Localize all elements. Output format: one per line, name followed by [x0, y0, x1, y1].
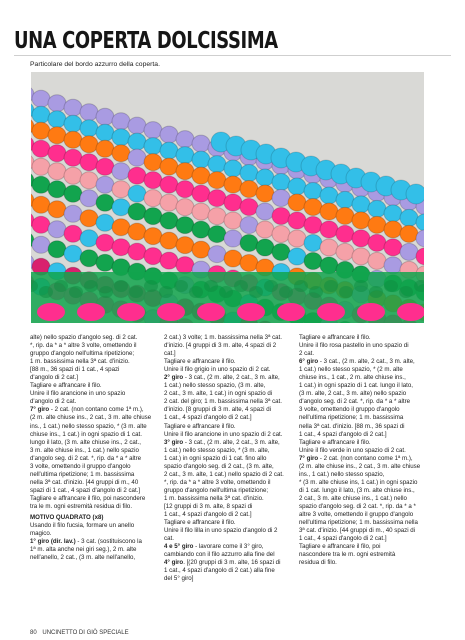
instruction-line: cambiando con il filo azzurro alla fine del [164, 551, 275, 559]
magazine-name: UNCINETTO DI GIÒ SPECIALE [42, 630, 129, 636]
stitch-cluster [112, 199, 130, 216]
stitch-cluster [80, 210, 98, 227]
instruction-line: tra le m. ogni estremità residua di filo. [30, 502, 133, 510]
green-stitch [264, 280, 278, 292]
instruction-line: 7° giro - 2 cat. (non contano come 1ª m.), [299, 454, 413, 462]
instruction-line: 4° giro. [(20 gruppi di 3 m. alte, 16 spazi di [164, 559, 281, 567]
instruction-line: alte) nello spazio d'angolo seg. di 2 cat. [30, 334, 138, 341]
stitch-cluster [64, 167, 82, 184]
stitch-cluster [336, 207, 354, 224]
stitch-cluster [192, 151, 210, 168]
stitch-cluster [208, 226, 226, 243]
instruction-line: 3 m. alte chiuse ins., 1 cat.) nello spazio [30, 446, 139, 454]
stitch-cluster [160, 176, 178, 193]
instruction-line: 3 volte, omettendo il gruppo d'angolo [299, 406, 400, 414]
instruction-line: * (3 m. alte chiuse ins, 1 cat.) in ogni spazio [299, 478, 418, 486]
article-title: UNA COPERTA DOLCISSIMA [14, 28, 278, 54]
stitch-cluster [144, 190, 162, 207]
stitch-cluster [160, 142, 178, 159]
stitch-cluster [192, 185, 210, 202]
stitch-cluster [80, 250, 98, 267]
stitch-cluster [48, 163, 66, 180]
instruction-line: 1° giro (dir. lav.) - 3 cat. (sostituiscono la [30, 538, 142, 546]
stitch-cluster [144, 248, 162, 265]
green-stitch [324, 280, 338, 292]
stitch-cluster [128, 133, 146, 150]
green-stitch [219, 286, 233, 298]
stitch-cluster [64, 99, 82, 116]
stitch-cluster [192, 135, 210, 152]
stitch-cluster [384, 239, 402, 256]
instruction-line: 7° giro - 2 cat. (non contano come 1ª m.), [30, 406, 144, 414]
stitch-cluster [288, 178, 306, 195]
stitch-cluster [400, 225, 418, 242]
stitch-cluster [320, 203, 338, 220]
instruction-line: 3 volte, omettendo il gruppo d'angolo [30, 462, 131, 470]
instruction-line: nell'ultima ripetizione; 1 m. bassissima [30, 470, 135, 478]
instruction-line: Tagliare e affrancare il filo. [164, 358, 236, 366]
text-column-3 [299, 334, 423, 567]
instruction-line: *, rip. da * a * altre 3 volte, omettendo il [30, 342, 137, 350]
text-column-1 [30, 334, 154, 562]
stitch-cluster [368, 234, 386, 251]
stitch-cluster [208, 190, 226, 207]
stitch-cluster [320, 221, 338, 238]
instruction-line: *, rip. da * a * altre 3 volte, omettendo il [164, 478, 271, 486]
stitch-cluster [96, 108, 114, 125]
green-stitch [339, 286, 353, 298]
instruction-line: d'angolo di 2 cat.] [30, 374, 78, 382]
instruction-line: 1 cat.) nello stesso spazio, * (3 m. alte, [164, 446, 270, 454]
instruction-line: [12 gruppi di 3 m. alte, 8 spazi di [164, 502, 253, 510]
stitch-cluster [112, 129, 130, 146]
stitch-cluster [256, 169, 274, 186]
stitch-cluster [224, 250, 242, 267]
stitch-cluster [208, 156, 226, 173]
stitch-cluster [96, 140, 114, 157]
stitch-cluster [32, 196, 50, 213]
pink-stitch [237, 303, 265, 321]
stitch-cluster [96, 158, 114, 175]
stitch-cluster [320, 187, 338, 204]
instruction-line: spazi di 1 cat., 4 spazi d'angolo di 2 cat.] [30, 486, 141, 494]
stitch-cluster [112, 163, 130, 180]
instruction-line: 6° giro - 3 cat., (2 m. alte, 2 cat., 3 m. alte, [299, 358, 415, 366]
stitch-cluster [80, 136, 98, 153]
stitch-cluster [368, 216, 386, 233]
stitch-cluster [64, 115, 82, 132]
stitch-cluster [160, 252, 178, 269]
stitch-cluster [96, 124, 114, 141]
stitch-cluster [384, 257, 402, 274]
stitch-cluster [48, 241, 66, 258]
green-stitch [129, 286, 143, 298]
instruction-line: spazio d'angolo seg. di 2 cat., (3 m. alte, [164, 462, 274, 470]
stitch-cluster [304, 216, 322, 233]
stitch-cluster [304, 252, 322, 269]
stitch-cluster [208, 246, 226, 263]
green-stitch [204, 280, 218, 292]
instruction-line: Tagliare e affrancare il filo. [164, 519, 236, 527]
instruction-line: Unire il filo grigio in uno spazio di 2 cat. [164, 366, 271, 374]
instruction-line: magico. [30, 530, 52, 538]
stitch-cluster [288, 230, 306, 247]
stitch-cluster [176, 131, 194, 148]
instruction-line: Unire il filo verde in uno spazio di 2 cat. [299, 446, 406, 454]
green-stitch [159, 286, 173, 298]
green-stitch [99, 286, 113, 298]
stitch-cluster [400, 209, 418, 226]
stitch-cluster [160, 158, 178, 175]
instruction-line: d'angolo seg. di 2 cat. *, rip. da * a * altre [299, 398, 411, 406]
title-divider [14, 55, 451, 56]
stitch-cluster [144, 154, 162, 171]
stitch-cluster [80, 172, 98, 189]
stitch-cluster [128, 185, 146, 202]
stitch-cluster [64, 149, 82, 166]
instruction-line: Tagliare e affrancare il filo, poi [299, 543, 381, 551]
stitch-cluster [176, 237, 194, 254]
instruction-line: di 1 cat. lungo il lato, (3 m. alte chiuse ins., [299, 486, 415, 494]
stitch-cluster [64, 205, 82, 222]
instruction-line: 2 cat. del giro; 1 m. bassissima nella 3ª cat. [164, 398, 282, 406]
instruction-line: nell'ultima ripetizione; 1 m. bassissima nella [299, 519, 418, 527]
stitch-cluster [256, 239, 274, 256]
stitch-cluster [336, 191, 354, 208]
pink-stitch [317, 303, 345, 321]
instruction-line: (3 m. alte, 2 cat., 3 m. alte) nello spazio [299, 390, 407, 398]
instruction-line: 1 cat., 4 spazi d'angolo di 2 cat.] [164, 414, 252, 422]
stitch-cluster [64, 245, 82, 262]
stitch-cluster [304, 234, 322, 251]
stitch-cluster [224, 176, 242, 193]
stitch-cluster [32, 140, 50, 157]
stitch-cluster [336, 225, 354, 242]
green-stitch [369, 286, 383, 298]
stitch-cluster [48, 145, 66, 162]
instruction-line: gruppo d'angolo nell'ultima ripetizione; [164, 486, 269, 494]
instruction-line: nella 3ª cat. d'inizio. [88 m., 36 spazi di [299, 422, 405, 430]
instruction-line: 1 m. bassissima nella 3ª cat. d'inizio. [164, 494, 264, 502]
page-footer [30, 630, 129, 636]
stitch-cluster [96, 254, 114, 271]
stitch-cluster [304, 182, 322, 199]
instruction-line: 1 cat., 4 spazi d'angolo di 2 cat.] [299, 430, 387, 438]
stitch-cluster [48, 221, 66, 238]
stitch-cluster [208, 172, 226, 189]
stitch-cluster [352, 248, 370, 265]
stitch-cluster [96, 214, 114, 231]
pink-stitch [397, 303, 424, 321]
stitch-cluster [272, 244, 290, 261]
instruction-line: 1 m. bassissima nella 3ª cat. d'inizio. [30, 358, 130, 366]
green-stitch [174, 280, 188, 292]
stitch-cluster [352, 212, 370, 229]
stitch-cluster [32, 216, 50, 233]
stitch-cluster [368, 200, 386, 217]
stitch-cluster [224, 230, 242, 247]
stitch-cluster [80, 230, 98, 247]
stitch-cluster [128, 117, 146, 134]
stitch-cluster [272, 226, 290, 243]
instruction-line: 1 cat.) in ogni spazio di 1 cat. lungo il lato, [299, 382, 414, 390]
instruction-line: (2 m. alte chiuse ins., 2 cat., 3 m. alte chiuse [30, 414, 152, 422]
stitch-cluster [192, 221, 210, 238]
green-stitch [114, 280, 128, 292]
instruction-line: Tagliare e affrancare il filo. [299, 438, 371, 446]
instruction-line: 2 cat., 3 m. alte, 1 cat.) nello spazio di 2 cat. [164, 470, 284, 478]
instruction-line: 2 cat., 3 m. alte chiuse ins., 1 cat.) nello [299, 494, 407, 502]
instruction-line: 1 cat., 4 spazi d'angolo di 2 cat.) alla fine [164, 567, 275, 575]
instruction-line: Unire il filo rosa pastello in uno spazio di [299, 342, 409, 350]
pink-stitch [77, 303, 105, 321]
stitch-cluster [288, 248, 306, 265]
stitch-cluster [240, 199, 258, 216]
instruction-line: 2 cat.) 3 volte; 1 m. bassissima nella 3ª cat. [164, 334, 282, 341]
green-stitch [189, 286, 203, 298]
stitch-cluster [144, 208, 162, 225]
stitch-cluster [112, 219, 130, 236]
stitch-cluster [48, 181, 66, 198]
stitch-cluster [272, 190, 290, 207]
instruction-line: (2 m. alte chiuse ins., 2 cat., 3 m. alte chiuse [299, 462, 421, 470]
stitch-cluster [32, 176, 50, 193]
instruction-line: Tagliare e affrancare il filo. [164, 422, 236, 430]
stitch-cluster [176, 199, 194, 216]
stitch-cluster [256, 203, 274, 220]
instruction-line: 3ª cat. d'inizio. [44 gruppi di m., 40 spazi di [299, 527, 416, 535]
instruction-line: 1 cat., 4 spazi d'angolo di 2 cat.] [299, 535, 387, 543]
instruction-line: Tagliare e affrancare il filo, poi nascondere [30, 494, 146, 502]
instruction-line: altre 3 volte, omettendo il gruppo d'angolo [299, 511, 414, 519]
green-stitch [384, 280, 398, 292]
stitch-cluster [48, 111, 66, 128]
stitch-cluster [304, 198, 322, 215]
green-stitch [309, 286, 323, 298]
instruction-line: 1 cat.) in ogni spazio di 1 cat. fino allo [164, 454, 267, 462]
stitch-cluster [80, 120, 98, 137]
instruction-line: nell'ultima ripetizione; 1 m. bassissima [299, 414, 404, 422]
border-scallop [406, 184, 424, 204]
stitch-cluster [240, 217, 258, 234]
instruction-line: 1ª m. alta anche nei giri seg.), 2 m. alte [30, 546, 137, 554]
green-stitch [39, 286, 53, 298]
stitch-cluster [64, 131, 82, 148]
instruction-line: d'angolo seg. di 2 cat. *, rip. da * a * altre [30, 454, 142, 462]
stitch-cluster [32, 236, 50, 253]
instruction-line: Tagliare e affrancare il filo. [299, 334, 371, 341]
instruction-line: Unire il filo arancione in uno spazio [30, 390, 126, 398]
stitch-cluster [80, 190, 98, 207]
stitch-cluster [160, 126, 178, 143]
stitch-cluster [384, 205, 402, 222]
stitch-cluster [240, 165, 258, 182]
instruction-line: [88 m., 36 spazi di 1 cat., 4 spazi [30, 366, 120, 374]
stitch-cluster [32, 90, 50, 107]
instruction-line: Unire il filo arancione in uno spazio di 2 cat. [164, 430, 283, 438]
pink-stitch [37, 303, 65, 321]
stitch-cluster [112, 113, 130, 130]
instruction-line: 1 cat., 4 spazi d'angolo di 2 cat.] [164, 511, 252, 519]
stitch-cluster [368, 252, 386, 269]
stitch-cluster [192, 167, 210, 184]
stitch-cluster [128, 167, 146, 184]
stitch-cluster [240, 255, 258, 272]
instruction-line: chiuse ins., 1 cat., 2 m. alte chiuse ins., [299, 374, 406, 382]
pink-stitch [197, 303, 225, 321]
stitch-cluster [96, 176, 114, 193]
stitch-cluster [272, 208, 290, 225]
stitch-cluster [144, 122, 162, 139]
stitch-cluster [48, 127, 66, 144]
instruction-line: d'angolo di 2 cat. [30, 398, 77, 406]
instruction-line: spazio d'angolo seg. di 2 cat. *, rip. da * a * [299, 502, 416, 510]
stitch-cluster [160, 194, 178, 211]
green-stitch [144, 280, 158, 292]
green-stitch [234, 280, 248, 292]
stitch-cluster [32, 106, 50, 123]
instruction-line: nell'anello, 2 cat., (3 m. alte nell'anello, [30, 554, 136, 562]
stitch-cluster [80, 104, 98, 121]
stitch-cluster [176, 163, 194, 180]
stitch-cluster [176, 217, 194, 234]
stitch-cluster [112, 145, 130, 162]
stitch-cluster [144, 138, 162, 155]
stitch-cluster [224, 194, 242, 211]
page-number: 80 [30, 630, 37, 636]
green-stitch [84, 280, 98, 292]
stitch-cluster [272, 174, 290, 191]
instruction-line: d'inizio. [4 gruppi di 3 m. alte, 4 spazi di 2 cat.] [164, 342, 277, 358]
stitch-cluster [400, 243, 418, 260]
stitch-cluster [64, 185, 82, 202]
stitch-cluster [32, 158, 50, 175]
green-stitch [399, 286, 413, 298]
stitch-cluster [192, 203, 210, 220]
stitch-cluster [240, 181, 258, 198]
stitch-cluster [160, 232, 178, 249]
instruction-line: Unire il filo lilla in uno spazio d'angolo di 2 cat. [164, 527, 278, 543]
stitch-cluster [384, 221, 402, 238]
instruction-line: nella 3ª cat. d'inizio. [44 gruppi di m., 40 [30, 478, 139, 486]
green-stitch [279, 286, 293, 298]
stitch-cluster [128, 149, 146, 166]
stitch-cluster [48, 201, 66, 218]
stitch-cluster [176, 181, 194, 198]
text-column-2 [164, 334, 288, 583]
instruction-line: ins., 1 cat.) nello stesso spazio, [299, 470, 385, 478]
instruction-line: 2 cat., 3 m. alte, 1 cat.) in ogni spazio di [164, 390, 273, 398]
stitch-cluster [176, 257, 194, 274]
stitch-cluster [320, 257, 338, 274]
stitch-cluster [224, 160, 242, 177]
stitch-cluster [288, 194, 306, 211]
stitch-cluster [80, 154, 98, 171]
stitch-cluster [112, 181, 130, 198]
instruction-line: chiuse ins., 1 cat.) in ogni spazio di 1 cat. [30, 430, 142, 438]
green-stitch [294, 280, 308, 292]
stitch-cluster [160, 212, 178, 229]
instruction-line: d'inizio. [8 gruppi di 3 m. alte, 4 spazi di [164, 406, 271, 414]
pink-stitch [277, 303, 305, 321]
stitch-cluster [144, 172, 162, 189]
stitch-cluster [96, 194, 114, 211]
instruction-line: 1 cat.) nello stesso spazio, (3 m. alte, [164, 382, 266, 390]
stitch-cluster [256, 221, 274, 238]
instruction-line: Usando il filo fucsia, formare un anello [30, 522, 135, 530]
instruction-line: nascondere tra le m. ogni estremità [299, 551, 396, 559]
instruction-line: ins., 1 cat.) nello stesso spazio, * (3 m. alte [30, 422, 147, 430]
crochet-illustration [31, 72, 424, 323]
stitch-cluster [96, 234, 114, 251]
instruction-line: Tagliare e affrancare il filo. [30, 382, 102, 390]
instruction-line: 2 cat. [299, 350, 315, 358]
stitch-cluster [176, 147, 194, 164]
instruction-line: lungo il lato, (3 m. alte chiuse ins., 2 cat., [30, 438, 141, 446]
instruction-line: 1 cat.) nello stesso spazio, * (2 m. alte [299, 366, 403, 374]
stitch-cluster [128, 243, 146, 260]
stitch-cluster [128, 223, 146, 240]
instruction-line: 3° giro - 3 cat., (2 m. alte, 2 cat., 3 m. alte, [164, 438, 280, 446]
instruction-line: 2° giro - 3 cat., (2 m. alte, 2 cat., 3 m. alte, [164, 374, 280, 382]
stitch-cluster [32, 122, 50, 139]
pink-stitch [357, 303, 385, 321]
instruction-line: del 5° giro] [164, 575, 194, 583]
green-stitch [249, 286, 263, 298]
stitch-cluster [208, 208, 226, 225]
stitch-cluster [336, 243, 354, 260]
stitch-cluster [240, 235, 258, 252]
stitch-cluster [320, 239, 338, 256]
stitch-cluster [64, 225, 82, 242]
instruction-line: 4 e 5° giro - lavorare come il 3° giro, [164, 543, 264, 551]
pink-stitch [157, 303, 185, 321]
blanket-photo [31, 72, 424, 323]
stitch-cluster [128, 203, 146, 220]
stitch-cluster [112, 239, 130, 256]
stitch-cluster [352, 230, 370, 247]
stitch-cluster [192, 241, 210, 258]
stitch-cluster [256, 185, 274, 202]
stitch-cluster [48, 95, 66, 112]
pattern-instructions [30, 334, 424, 624]
photo-caption: Particolare del bordo azzurro della coperta. [30, 61, 160, 68]
green-stitch [354, 280, 368, 292]
green-stitch [69, 286, 83, 298]
stitch-cluster [352, 196, 370, 213]
instruction-line: residua di filo. [299, 559, 337, 567]
section-heading: MOTIVO QUADRATO (x8) [30, 514, 104, 522]
pink-stitch [117, 303, 145, 321]
green-stitch [54, 280, 68, 292]
instruction-line: gruppo d'angolo nell'ultima ripetizione; [30, 350, 135, 358]
stitch-cluster [144, 228, 162, 245]
stitch-cluster [224, 212, 242, 229]
stitch-cluster [288, 212, 306, 229]
